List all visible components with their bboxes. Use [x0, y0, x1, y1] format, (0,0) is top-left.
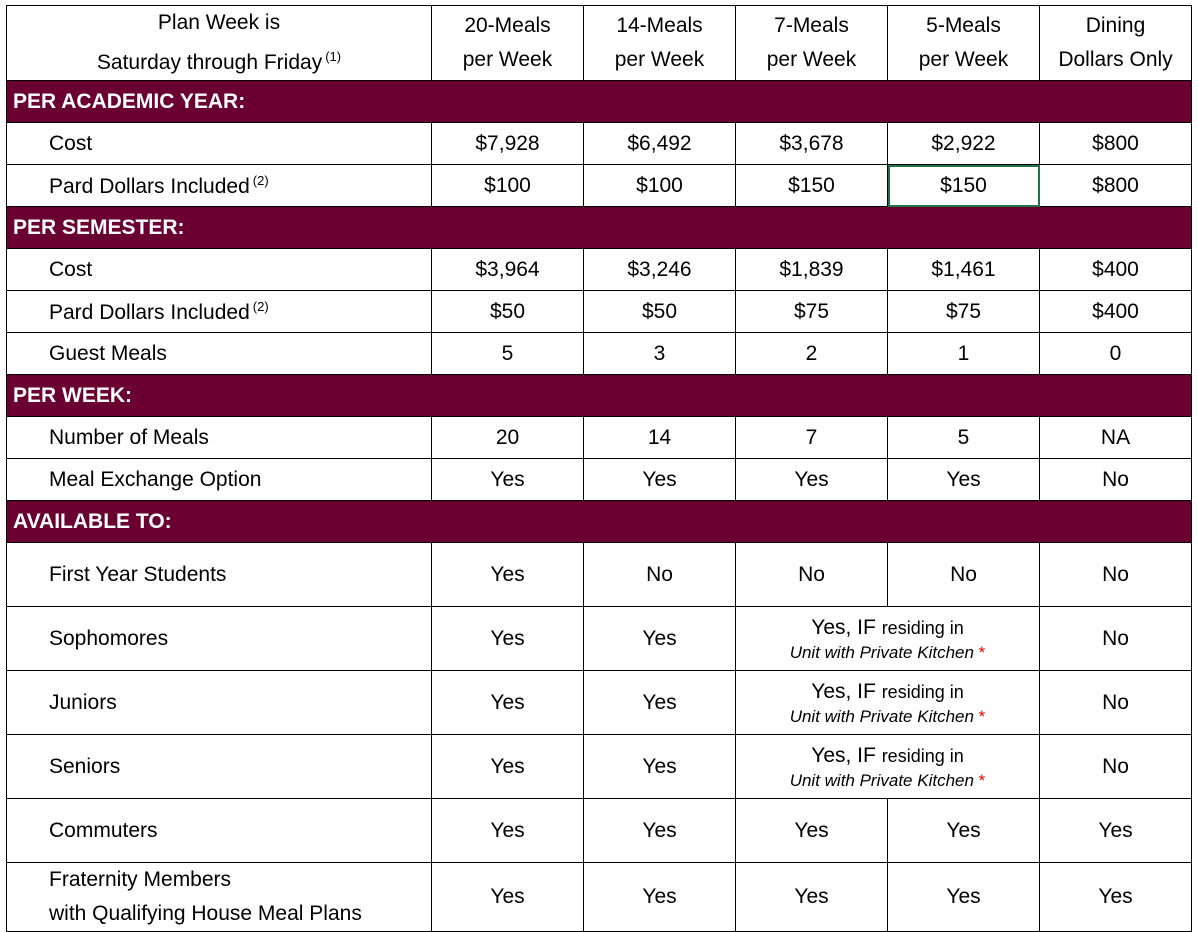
section-semester — [7, 207, 1192, 249]
table-cell[interactable]: 5 — [888, 417, 1040, 459]
col-header-line2: per Week — [614, 48, 705, 71]
table-cell[interactable]: Yes — [432, 607, 584, 671]
row-label[interactable] — [7, 291, 432, 333]
condition-residing: residing in — [881, 681, 964, 702]
row-label[interactable]: Sophomores — [7, 607, 432, 671]
asterisk-note: * — [978, 770, 986, 790]
table-cell[interactable]: No — [1040, 459, 1192, 501]
row-label-line1: Fraternity Members — [49, 868, 232, 891]
table-cell[interactable]: $3,246 — [584, 249, 736, 291]
plan-week-header[interactable] — [7, 6, 432, 81]
table-cell[interactable]: 1 — [888, 333, 1040, 375]
condition-yes-if: Yes, IF — [811, 615, 876, 639]
plan-week-line1: Plan Week is — [157, 11, 281, 34]
header-row — [7, 6, 1192, 81]
table-cell[interactable]: Yes — [1040, 863, 1192, 932]
meal-plan-table — [6, 5, 1192, 932]
table-cell[interactable]: Yes — [432, 735, 584, 799]
condition-unit: Unit with Private Kitchen — [789, 706, 974, 726]
table-cell[interactable]: Yes — [432, 799, 584, 863]
row-label-text: Pard Dollars Included — [49, 174, 250, 198]
table-row — [7, 459, 1192, 501]
table-cell[interactable]: Yes — [1040, 799, 1192, 863]
table-cell[interactable]: $3,964 — [432, 249, 584, 291]
col-header-dining-dollars[interactable] — [1040, 6, 1192, 81]
section-title[interactable]: PER ACADEMIC YEAR: — [7, 81, 1192, 123]
selected-cell[interactable]: $150 — [888, 165, 1040, 207]
col-header-line1: 14-Meals — [616, 14, 703, 37]
section-week — [7, 375, 1192, 417]
table-cell[interactable]: Yes — [888, 459, 1040, 501]
table-cell[interactable]: 5 — [432, 333, 584, 375]
table-cell[interactable]: Yes — [584, 671, 736, 735]
footnote-2: (2) — [252, 172, 269, 188]
col-header-line1: 5-Meals — [926, 14, 1001, 37]
table-cell[interactable]: $1,839 — [736, 249, 888, 291]
table-cell[interactable]: Yes — [888, 799, 1040, 863]
col-header-5-meals[interactable] — [888, 6, 1040, 81]
table-cell[interactable]: Yes — [432, 863, 584, 932]
asterisk-note: * — [978, 642, 986, 662]
col-header-line1: 20-Meals — [464, 14, 551, 37]
col-header-line2: per Week — [462, 48, 553, 71]
table-cell[interactable]: Yes — [584, 863, 736, 932]
table-cell[interactable]: No — [736, 543, 888, 607]
condition-unit: Unit with Private Kitchen — [789, 770, 974, 790]
section-academic-year — [7, 81, 1192, 123]
col-header-7-meals[interactable] — [736, 6, 888, 81]
conditional-cell[interactable] — [736, 735, 1040, 799]
section-title[interactable]: PER WEEK: — [7, 375, 1192, 417]
table-cell[interactable]: $7,928 — [432, 123, 584, 165]
table-cell[interactable]: No — [888, 543, 1040, 607]
table-cell[interactable]: 20 — [432, 417, 584, 459]
table-row — [7, 671, 1192, 735]
table-row — [7, 123, 1192, 165]
row-label-line2: with Qualifying House Meal Plans — [49, 902, 362, 925]
table-row — [7, 417, 1192, 459]
table-cell[interactable]: $100 — [584, 165, 736, 207]
condition-residing: residing in — [881, 745, 964, 766]
table-cell[interactable]: $100 — [432, 165, 584, 207]
table-cell[interactable]: $75 — [736, 291, 888, 333]
conditional-cell[interactable] — [736, 607, 1040, 671]
row-label[interactable]: Commuters — [7, 799, 432, 863]
row-label[interactable]: Cost — [7, 123, 432, 165]
table-cell[interactable]: NA — [1040, 417, 1192, 459]
col-header-line2: per Week — [766, 48, 857, 71]
table-cell[interactable]: Yes — [736, 863, 888, 932]
row-label[interactable]: Number of Meals — [7, 417, 432, 459]
table-cell[interactable]: $800 — [1040, 165, 1192, 207]
table-cell[interactable]: No — [584, 543, 736, 607]
col-header-line1: 7-Meals — [774, 14, 849, 37]
table-cell[interactable]: $800 — [1040, 123, 1192, 165]
row-label-text: Pard Dollars Included — [49, 300, 250, 324]
row-label[interactable] — [7, 165, 432, 207]
footnote-2: (2) — [252, 298, 269, 314]
row-label[interactable]: Juniors — [7, 671, 432, 735]
col-header-14-meals[interactable] — [584, 6, 736, 81]
table-row — [7, 863, 1192, 932]
table-row — [7, 607, 1192, 671]
table-cell[interactable]: Yes — [584, 459, 736, 501]
section-title[interactable]: AVAILABLE TO: — [7, 501, 1192, 543]
table-cell[interactable]: Yes — [432, 459, 584, 501]
table-row — [7, 543, 1192, 607]
table-cell[interactable]: $400 — [1040, 249, 1192, 291]
table-cell[interactable]: $50 — [584, 291, 736, 333]
row-label[interactable] — [7, 863, 432, 932]
table-cell[interactable]: Yes — [584, 607, 736, 671]
table-cell[interactable]: No — [1040, 735, 1192, 799]
asterisk-note: * — [978, 706, 986, 726]
table-cell[interactable]: 14 — [584, 417, 736, 459]
table-cell[interactable]: 3 — [584, 333, 736, 375]
table-cell[interactable]: No — [1040, 607, 1192, 671]
conditional-cell[interactable] — [736, 671, 1040, 735]
table-cell[interactable]: No — [1040, 543, 1192, 607]
row-label[interactable]: Cost — [7, 249, 432, 291]
condition-yes-if: Yes, IF — [811, 679, 876, 703]
table-cell[interactable]: $3,678 — [736, 123, 888, 165]
condition-unit: Unit with Private Kitchen — [789, 642, 974, 662]
table-cell[interactable]: Yes — [888, 863, 1040, 932]
table-cell[interactable]: Yes — [432, 671, 584, 735]
condition-yes-if: Yes, IF — [811, 743, 876, 767]
section-available — [7, 501, 1192, 543]
col-header-20-meals[interactable] — [432, 6, 584, 81]
table-row — [7, 249, 1192, 291]
table-cell[interactable]: Yes — [584, 735, 736, 799]
table-cell[interactable]: Yes — [736, 459, 888, 501]
row-label[interactable]: Meal Exchange Option — [7, 459, 432, 501]
table-cell[interactable]: $150 — [736, 165, 888, 207]
table-cell[interactable]: $75 — [888, 291, 1040, 333]
row-label[interactable]: Guest Meals — [7, 333, 432, 375]
table-cell[interactable]: $2,922 — [888, 123, 1040, 165]
row-label[interactable]: First Year Students — [7, 543, 432, 607]
col-header-line2: Dollars Only — [1058, 48, 1173, 71]
table-cell[interactable]: Yes — [584, 799, 736, 863]
table-row — [7, 799, 1192, 863]
col-header-line2: per Week — [918, 48, 1009, 71]
condition-residing: residing in — [881, 617, 964, 638]
table-row — [7, 291, 1192, 333]
footnote-1: (1) — [325, 49, 342, 64]
table-cell[interactable]: $50 — [432, 291, 584, 333]
table-row — [7, 333, 1192, 375]
table-cell[interactable]: $1,461 — [888, 249, 1040, 291]
table-cell[interactable]: $6,492 — [584, 123, 736, 165]
section-title[interactable]: PER SEMESTER: — [7, 207, 1192, 249]
table-cell[interactable]: Yes — [736, 799, 888, 863]
table-cell[interactable]: Yes — [432, 543, 584, 607]
plan-week-line2: Saturday through Friday — [96, 51, 323, 74]
col-header-line1: Dining — [1085, 14, 1146, 37]
table-cell[interactable]: $400 — [1040, 291, 1192, 333]
table-row — [7, 165, 1192, 207]
table-cell[interactable]: 2 — [736, 333, 888, 375]
table-cell[interactable]: 7 — [736, 417, 888, 459]
table-cell[interactable]: No — [1040, 671, 1192, 735]
table-cell[interactable]: 0 — [1040, 333, 1192, 375]
table-row — [7, 735, 1192, 799]
row-label[interactable]: Seniors — [7, 735, 432, 799]
